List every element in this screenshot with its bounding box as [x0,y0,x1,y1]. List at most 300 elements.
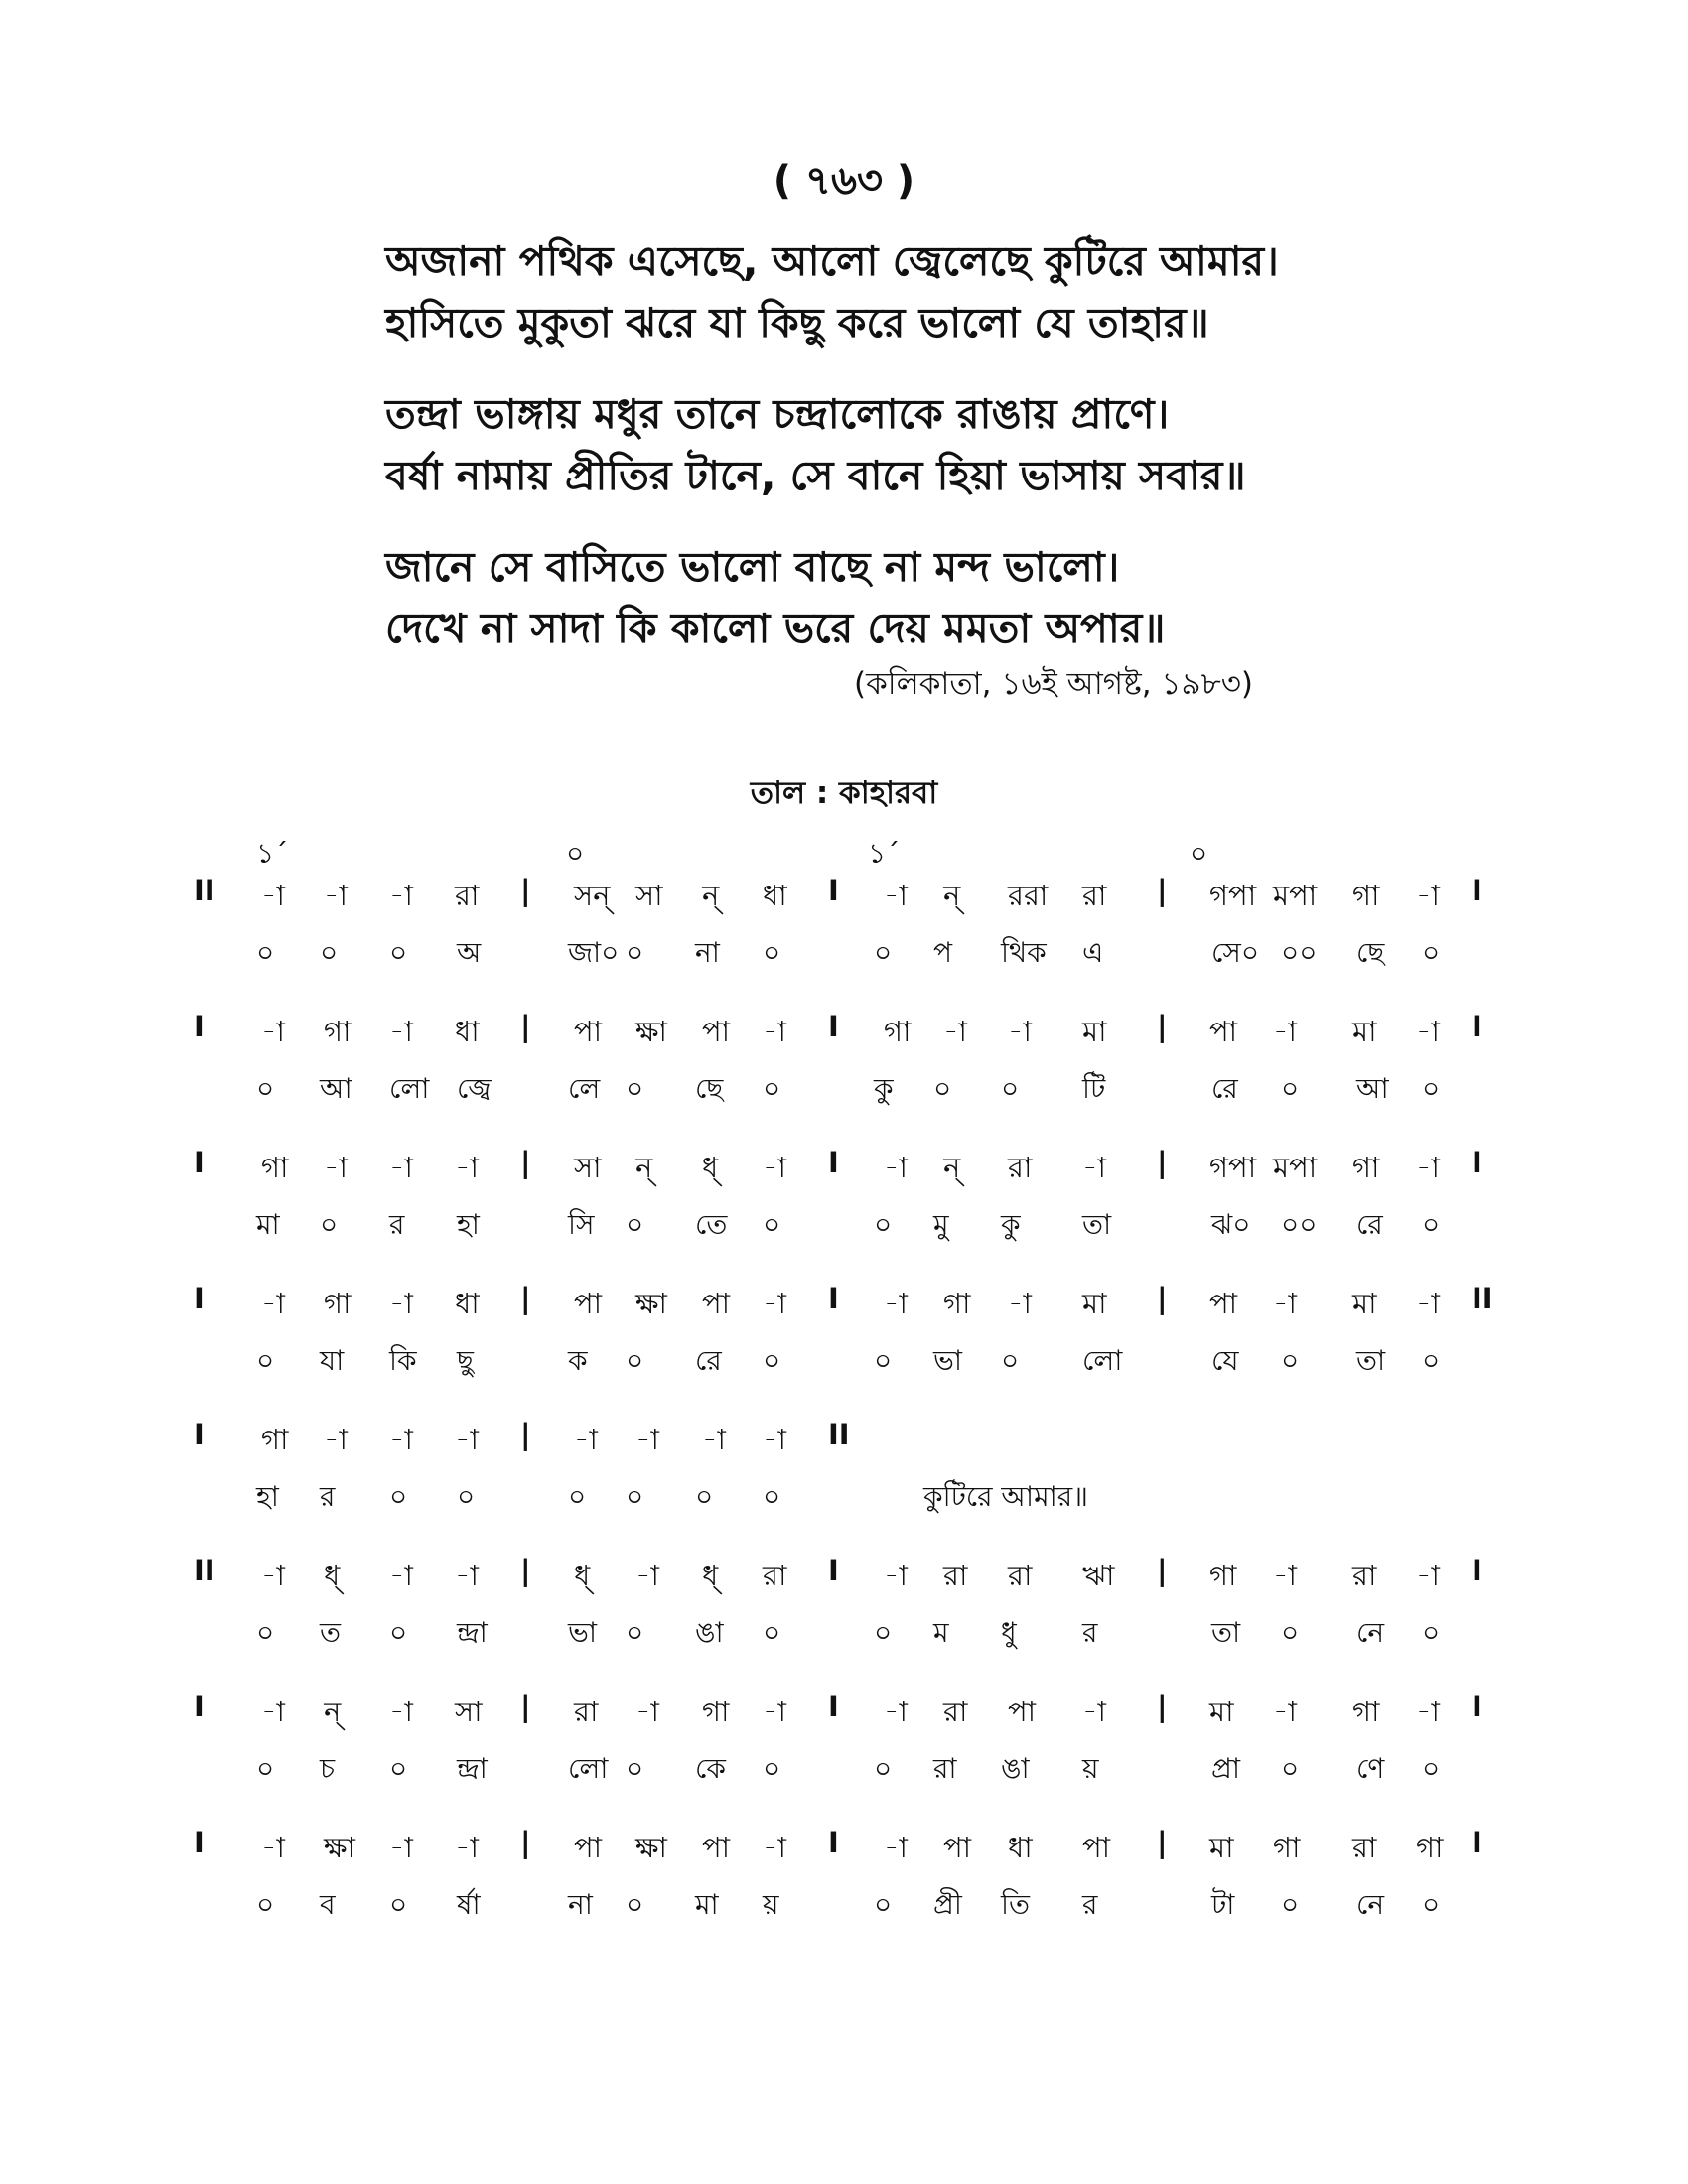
lyric-syllable: মা [695,1888,719,1921]
lyric-syllable: ঙা [695,1616,724,1649]
lyric-line [0,1067,1688,1117]
lyric-syllable: ০ [874,1888,893,1921]
bar-separator: | [1157,1690,1168,1723]
lyric-syllable: ০ [1281,1752,1300,1785]
lyric-syllable: ০ [320,1208,339,1241]
lyric-syllable: ০ [320,936,339,969]
swara-note: -া [389,1831,413,1864]
swara-note: গা [1352,879,1380,912]
lyric-syllable: ০ [1001,1344,1020,1377]
lyric-line [0,1611,1688,1661]
swara-note: -া [1273,1695,1297,1728]
lyric-syllable: সি [568,1208,595,1241]
swara-note: ন্ [324,1695,342,1728]
poem [385,230,1279,689]
lyric-syllable: লে [568,1072,601,1105]
bar-separator: | [520,1418,531,1451]
lyric-syllable: ০ [256,1616,275,1649]
lyric-syllable: লো [568,1752,609,1785]
lyric-syllable: ০ [256,936,275,969]
swara-note: গপা [1209,879,1257,912]
lyric-syllable: ন্দ্রা [457,1616,488,1649]
swara-line [0,1418,1688,1467]
lyric-syllable: য় [1082,1752,1099,1785]
swara-note: -া [635,1423,659,1456]
bar-separator: | [520,1010,531,1043]
beat-mark: ১´ [868,837,901,870]
swara-note: মপা [1273,1151,1318,1184]
swara-note: পা [574,1015,603,1048]
lyric-syllable: থিক [1001,936,1047,969]
swara-note: গা [884,1015,912,1048]
swara-note: -া [763,1831,786,1864]
lyric-syllable: তা [1356,1344,1386,1377]
notation-row [0,1146,1688,1282]
swara-note: -া [702,1423,726,1456]
swara-note: -া [884,1831,908,1864]
swara-line [0,1010,1688,1059]
swara-note: -া [1416,1559,1440,1592]
swara-note: রা [763,1559,787,1592]
swara-note: মা [1082,1287,1107,1320]
lyric-syllable: ০ [1422,1208,1441,1241]
swara-note: -া [1273,1559,1297,1592]
lyric-syllable: ০ [457,1480,476,1513]
lyric-syllable: জ্বে [457,1072,492,1105]
swara-note: ধ্ [702,1559,719,1592]
lyric-syllable: ম [933,1616,949,1649]
swara-note: পা [702,1831,731,1864]
lyric-syllable: কে [695,1752,726,1785]
lyric-syllable: ০ [763,936,781,969]
lyric-syllable: ক [568,1344,588,1377]
swara-line [0,874,1688,923]
lyric-syllable: লো [389,1072,430,1105]
poem-line: দেখে না সাদা কি কালো ভরে দেয় মমতা অপার॥ [385,605,1166,652]
swara-note: -া [261,1695,285,1728]
lyric-syllable: ০ [874,1344,893,1377]
swara-note: গা [1273,1831,1301,1864]
lyric-syllable: ০ [1422,1072,1441,1105]
swara-note: -া [1416,1151,1440,1184]
swara-note: গা [324,1015,352,1048]
swara-note: -া [884,1559,908,1592]
bar-separator: I [194,1010,205,1043]
swara-note: পা [1008,1695,1037,1728]
swara-note: রা [1082,879,1107,912]
lyric-syllable: যে [1211,1344,1239,1377]
swara-note: রা [943,1559,968,1592]
lyric-line [0,931,1688,981]
lyric-syllable: ন্দ্রা [457,1752,488,1785]
bar-separator: I [828,874,839,907]
lyric-syllable: ০ [1001,1072,1020,1105]
lyric-syllable: টা [1211,1888,1235,1921]
lyric-syllable: ত [320,1616,342,1649]
lyric-syllable: টি [1082,1072,1106,1105]
swara-note: মপা [1273,879,1318,912]
lyric-line [0,1203,1688,1253]
lyric-syllable: ০ [389,1616,408,1649]
lyric-syllable: র [320,1480,336,1513]
lyric-syllable: ০ [626,1344,644,1377]
bar-separator: | [1157,1826,1168,1859]
swara-note: সা [574,1151,602,1184]
swara-note: ক্ষা [635,1831,667,1864]
bar-separator: I [1472,1146,1482,1179]
swara-note: -া [261,879,285,912]
swara-note: গা [324,1287,352,1320]
swara-note: -া [1008,1287,1032,1320]
swara-note: পা [574,1831,603,1864]
swara-note: ক্ষা [635,1287,667,1320]
swara-note: -া [389,1559,413,1592]
bar-separator: I [194,1282,205,1315]
bar-separator: | [1157,1010,1168,1043]
swara-line [0,1690,1688,1739]
lyric-syllable: ০ [763,1072,781,1105]
lyric-syllable: ০ [874,1752,893,1785]
swara-note: -া [261,1287,285,1320]
beat-mark: ০ [566,837,585,870]
lyric-syllable: প্রা [1211,1752,1241,1785]
lyric-syllable: ০ [874,936,893,969]
lyric-syllable: ০ [626,1888,644,1921]
notation-row [0,1418,1688,1554]
lyric-syllable: তা [1082,1208,1112,1241]
lyric-syllable: ০ [626,1072,644,1105]
stanza [385,383,1279,506]
stanza [385,536,1279,659]
swara-note: -া [1416,1287,1440,1320]
lyric-syllable: ০ [389,936,408,969]
swara-line [0,1282,1688,1331]
swara-note: -া [884,1695,908,1728]
swara-note: -া [1416,1695,1440,1728]
lyric-syllable: রে [695,1344,722,1377]
notation-row [0,1010,1688,1146]
lyric-syllable: ০ [763,1344,781,1377]
lyric-syllable: না [695,936,720,969]
swara-note: পা [1209,1287,1238,1320]
swara-note: পা [1209,1015,1238,1048]
swara-note: ঋা [1082,1559,1115,1592]
lyric-syllable: ০ [763,1616,781,1649]
swara-note: -া [1008,1015,1032,1048]
swara-note: -া [763,1151,786,1184]
swara-note: রা [943,1695,968,1728]
swara-note: -া [455,1151,479,1184]
swara-note: -া [763,1695,786,1728]
lyric-syllable: ০ [1422,1752,1441,1785]
swara-note: গা [702,1695,730,1728]
swara-note: পা [702,1015,731,1048]
swara-note: -া [574,1423,598,1456]
swara-note: ন্ [943,1151,961,1184]
bar-separator: I [828,1690,839,1723]
lyric-syllable: ছু [457,1344,474,1377]
lyric-syllable: য় [763,1888,779,1921]
swara-note: -া [635,1559,659,1592]
bar-separator: I [1472,1690,1482,1723]
lyric-syllable: ০ [626,1480,644,1513]
swara-note: গা [261,1423,289,1456]
bar-separator: I [194,1826,205,1859]
notation-row [0,1282,1688,1418]
swara-note: মা [1352,1287,1377,1320]
swara-line [0,1554,1688,1603]
lyric-syllable: ভা [568,1616,597,1649]
swara-note: রা [1008,1151,1033,1184]
bar-separator: | [1157,1282,1168,1315]
lyric-syllable: ০ [256,1888,275,1921]
swara-line [0,1146,1688,1195]
refrain-text: কুটিরে আমার॥ [923,1480,1088,1513]
swara-note: ন্ [635,1151,653,1184]
poem-line: জানে সে বাসিতে ভালো বাছে না মন্দ ভালো। [385,543,1120,591]
lyric-syllable: ০ [763,1480,781,1513]
bar-separator: II [1472,1282,1493,1315]
lyric-line [0,1475,1688,1525]
lyric-syllable: লো [1082,1344,1123,1377]
lyric-syllable: ০ [626,1752,644,1785]
bar-separator: I [828,1282,839,1315]
beat-marks [0,832,1688,872]
bar-separator: | [1157,1146,1168,1179]
swara-note: -া [389,1423,413,1456]
lyric-syllable: প [933,936,953,969]
lyric-syllable: কু [874,1072,894,1105]
page-number: ( ৭৬৩ ) [773,158,915,204]
swara-note: -া [763,1423,786,1456]
lyric-syllable: না [568,1888,593,1921]
lyric-syllable: র [389,1208,405,1241]
lyric-syllable: ০ [1281,1616,1300,1649]
swara-note: পা [574,1287,603,1320]
swara-note: ধ্ [324,1559,341,1592]
swara-note: ধা [455,1287,480,1320]
notation [0,874,1688,1962]
swara-note: গা [1209,1559,1237,1592]
swara-note: -া [884,1151,908,1184]
lyric-syllable: ০ [389,1888,408,1921]
bar-separator: I [194,1690,205,1723]
lyric-syllable: ০ [626,1616,644,1649]
swara-note: মা [1082,1015,1107,1048]
lyric-syllable: নে [1356,1616,1385,1649]
swara-note: রা [1352,1831,1377,1864]
swara-note: গা [1416,1831,1444,1864]
bar-separator: | [520,1146,531,1179]
swara-note: পা [702,1287,731,1320]
lyric-syllable: ০০ [1281,1208,1318,1241]
lyric-syllable: ০ [389,1752,408,1785]
lyric-syllable: সে০ [1211,936,1260,969]
swara-note: ধ্ [574,1559,591,1592]
lyric-syllable: ০ [695,1480,714,1513]
lyric-syllable: তা [1211,1616,1241,1649]
swara-note: মা [1352,1015,1377,1048]
swara-note: -া [1082,1151,1106,1184]
lyric-syllable: ০ [1422,1888,1441,1921]
lyric-syllable: চ [320,1752,336,1785]
swara-note: -া [884,879,908,912]
swara-note: ক্ষা [324,1831,355,1864]
swara-note: ধ্ [702,1151,719,1184]
bar-separator: | [520,1826,531,1859]
lyric-syllable: কু [1001,1208,1021,1241]
lyric-syllable: যা [320,1344,345,1377]
swara-note: ধা [763,879,787,912]
swara-note: -া [1416,879,1440,912]
poem-line: তন্দ্রা ভাঙ্গায় মধুর তানে চন্দ্রালোকে রাঙায় প্রাণে। [385,390,1170,438]
swara-note: -া [943,1015,967,1048]
lyric-syllable: ০ [389,1480,408,1513]
lyric-syllable: ০ [763,1208,781,1241]
lyric-syllable: ০ [1422,936,1441,969]
swara-note: -া [324,1423,348,1456]
swara-note: -া [389,1151,413,1184]
lyric-syllable: তে [695,1208,728,1241]
swara-note: -া [389,879,413,912]
bar-separator: I [1472,1010,1482,1043]
swara-note: -া [1273,1287,1297,1320]
swara-note: -া [261,1831,285,1864]
notation-row [0,1554,1688,1690]
lyric-syllable: ০ [568,1480,587,1513]
swara-note: -া [389,1287,413,1320]
lyric-syllable: ০ [933,1072,952,1105]
lyric-syllable: তি [1001,1888,1031,1921]
lyric-syllable: ০ [763,1752,781,1785]
lyric-syllable: জা০ [568,936,620,969]
lyric-syllable: র্ষা [457,1888,481,1921]
bar-separator: II [194,874,215,907]
swara-note: -া [455,1831,479,1864]
bar-separator: II [194,1554,215,1587]
swara-note: -া [763,1287,786,1320]
lyric-syllable: ০ [1422,1344,1441,1377]
swara-note: মা [1209,1695,1234,1728]
swara-note: পা [943,1831,972,1864]
bar-separator: I [194,1146,205,1179]
lyric-syllable: কি [389,1344,417,1377]
lyric-line [0,1747,1688,1797]
lyric-syllable: মা [256,1208,280,1241]
bar-separator: I [828,1554,839,1587]
lyric-syllable: ০ [626,1208,644,1241]
swara-note: -া [884,1287,908,1320]
swara-note: -া [261,1015,285,1048]
poem-line: বর্ষা নামায় প্রীতির টানে, সে বানে হিয়া ভাসায় সবার॥ [385,452,1246,499]
beat-mark: ১´ [256,837,289,870]
lyric-syllable: ০০ [1281,936,1318,969]
swara-note: গা [1352,1695,1380,1728]
bar-separator: | [520,874,531,907]
lyric-syllable: ধু [1001,1616,1017,1649]
lyric-syllable: র [1082,1888,1098,1921]
bar-separator: I [828,1146,839,1179]
swara-note: -া [261,1559,285,1592]
swara-note: -া [324,879,348,912]
swara-note: সা [455,1695,483,1728]
lyric-syllable: আ [1356,1072,1389,1105]
lyric-syllable: ০ [256,1752,275,1785]
lyric-line [0,1883,1688,1933]
bar-separator: | [1157,1554,1168,1587]
lyric-syllable: ০ [1281,1072,1300,1105]
swara-note: -া [1273,1015,1297,1048]
lyric-syllable: ব [320,1888,336,1921]
lyric-syllable: রে [1356,1208,1383,1241]
lyric-syllable: ০ [256,1344,275,1377]
bar-separator: I [828,1826,839,1859]
notation-row [0,874,1688,1010]
lyric-syllable: রা [933,1752,957,1785]
lyric-syllable: নে [1356,1888,1385,1921]
bar-separator: II [828,1418,850,1451]
bar-separator: I [828,1010,839,1043]
swara-note: সা [635,879,663,912]
beat-mark: ০ [1190,837,1208,870]
bar-separator: | [1157,874,1168,907]
swara-note: ররা [1008,879,1049,912]
tala-title: তাল : কাহারবা [750,775,938,811]
lyric-syllable: ০ [1422,1616,1441,1649]
lyric-syllable: ০ [874,1616,893,1649]
lyric-syllable: প্রী [933,1888,962,1921]
lyric-syllable: রে [1211,1072,1238,1105]
swara-note: পা [1082,1831,1111,1864]
swara-note: -া [635,1695,659,1728]
bar-separator: I [1472,1554,1482,1587]
swara-note: গপা [1209,1151,1257,1184]
bar-separator: | [520,1554,531,1587]
lyric-syllable: এ [1082,936,1104,969]
lyric-syllable: হা [457,1208,480,1241]
swara-note: ধা [455,1015,480,1048]
lyric-syllable: ঙা [1001,1752,1030,1785]
swara-note: সন্ [574,879,611,912]
lyric-syllable: ভা [933,1344,962,1377]
lyric-syllable: অ [457,936,482,969]
bar-separator: | [520,1282,531,1315]
lyric-syllable: ০ [626,936,644,969]
lyric-syllable: ঝ০ [1211,1208,1251,1241]
swara-note: রা [1352,1559,1377,1592]
swara-note: ক্ষা [635,1015,667,1048]
swara-note: -া [1082,1695,1106,1728]
lyric-syllable: ০ [1281,1344,1300,1377]
bar-separator: | [520,1690,531,1723]
swara-note: ন্ [702,879,720,912]
swara-note: -া [763,1015,786,1048]
swara-note: রা [455,879,480,912]
bar-separator: I [194,1418,205,1451]
swara-note: রা [574,1695,599,1728]
lyric-syllable: ছে [1356,936,1385,969]
swara-note: -া [455,1559,479,1592]
notation-row [0,1690,1688,1826]
lyric-syllable: হা [256,1480,279,1513]
lyric-syllable: ০ [256,1072,275,1105]
swara-note: -া [389,1695,413,1728]
swara-note: -া [455,1423,479,1456]
notation-row [0,1826,1688,1962]
bar-separator: I [1472,1826,1482,1859]
swara-note: ন্ [943,879,961,912]
swara-note: ধা [1008,1831,1033,1864]
